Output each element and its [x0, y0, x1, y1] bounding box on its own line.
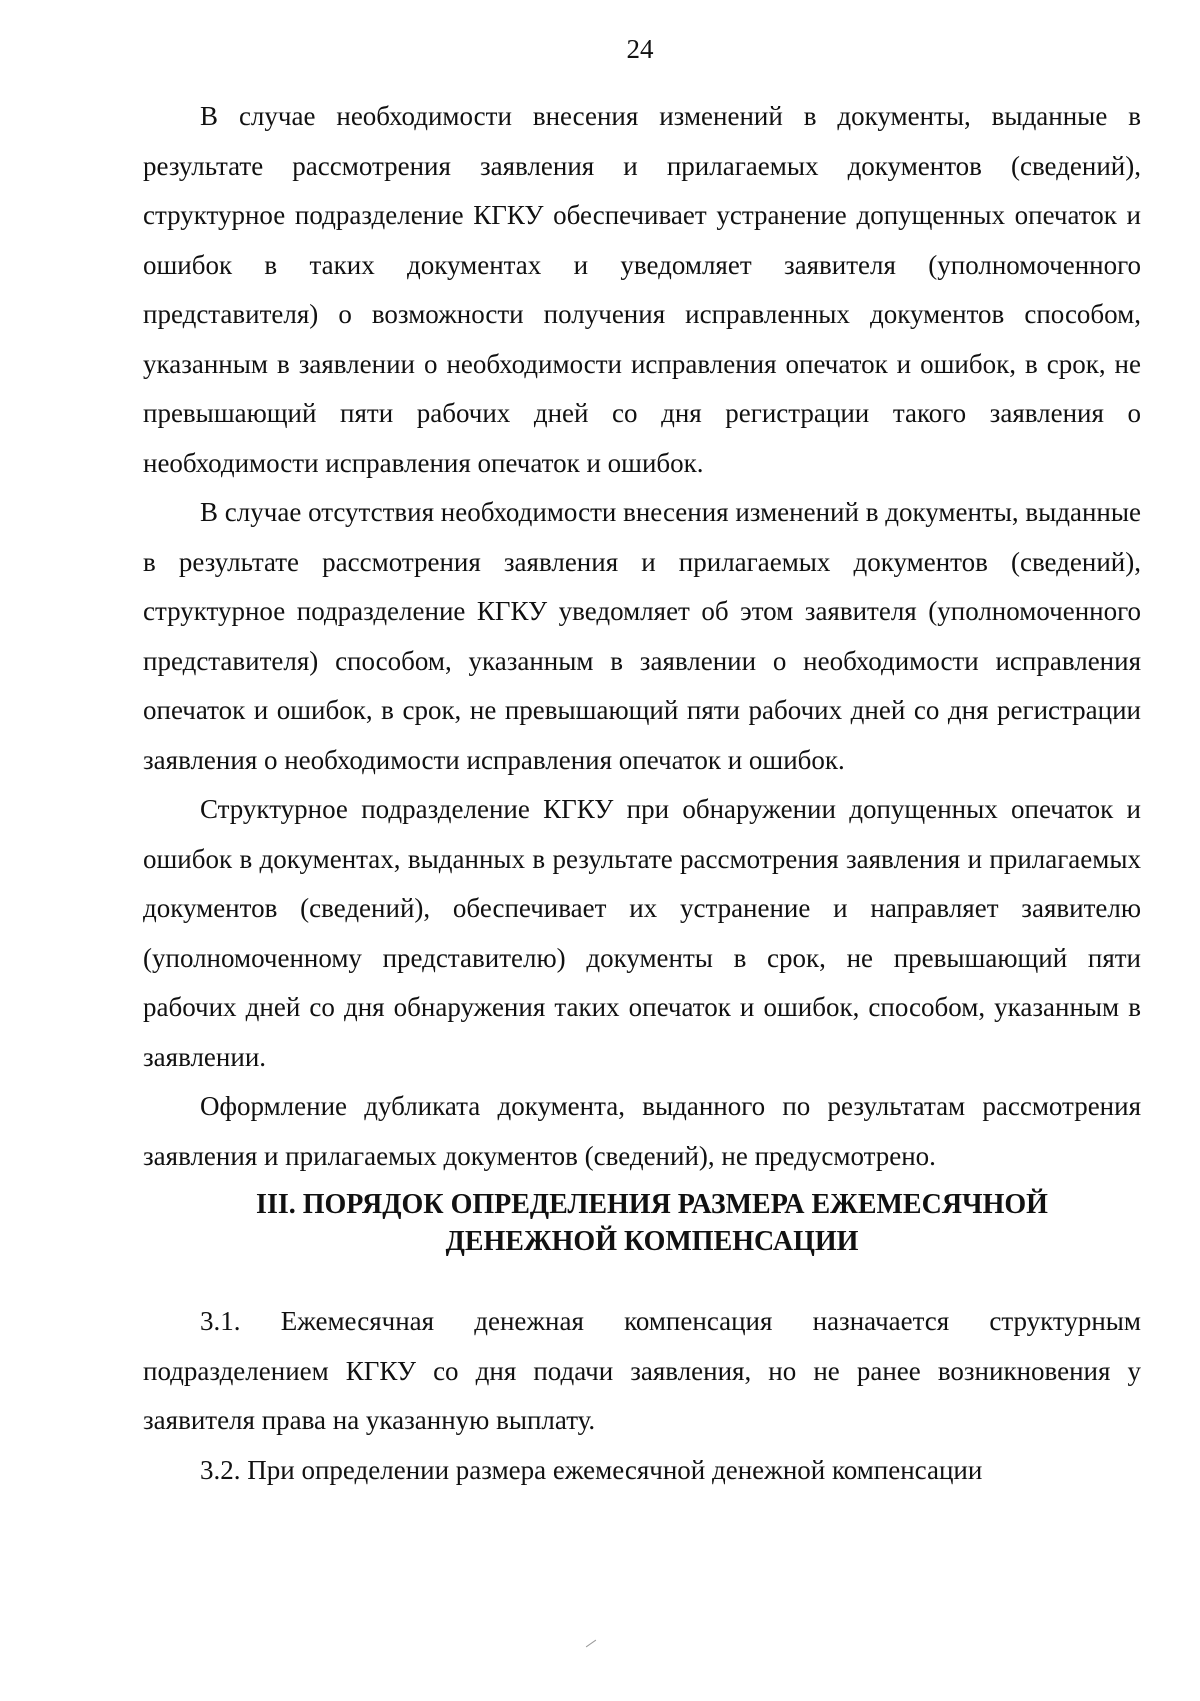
scan-mark — [586, 1640, 596, 1648]
paragraph-errors-detected: Структурное подразделение КГКУ при обнаружении допущенных опечаток и ошибок в документах, выданных в результате рассмотрения заявления и прилагаемых документов (сведений), обеспечивает их устранение и направляет заявителю (уполномоченному представителю) документы в срок, не превышающий пяти рабочих дней со дня обнаружения таких опечаток и ошибок, способом, указанным в заявлении. — [143, 794, 1141, 1072]
section-heading-line-1: III. ПОРЯДОК ОПРЕДЕЛЕНИЯ РАЗМЕРА ЕЖЕМЕСЯЧНОЙ — [256, 1189, 1048, 1220]
section-heading-line-2: ДЕНЕЖНОЙ КОМПЕНСАЦИИ — [445, 1226, 859, 1257]
paragraph-no-corrections-needed: В случае отсутствия необходимости внесения изменений в документы, выданные в результате рассмотрения заявления и прилагаемых документов (сведений), структурное подразделение КГКУ уведомляет об этом заявителя (уполномоченного представителя) способом, указанным в заявлении о необходимости исправления опечаток и ошибок, в срок, не превышающий пяти рабочих дней со дня регистрации заявления о необходимости исправления опечаток и ошибок. — [143, 497, 1141, 775]
page-number: 24 — [626, 34, 654, 64]
paragraph-duplicate-not-provided: Оформление дубликата документа, выданного по результатам рассмотрения заявления и прилагаемых документов (сведений), не предусмотрено. — [143, 1091, 1141, 1171]
paragraph-3-2: 3.2. При определении размера ежемесячной денежной компенсации — [200, 1454, 983, 1485]
document-body — [143, 92, 1141, 1495]
section-heading — [143, 1186, 1141, 1260]
paragraph-3-1: 3.1. Ежемесячная денежная компенсация назначается структурным подразделением КГКУ со дня подачи заявления, но не ранее возникновения у заявителя права на указанную выплату. — [143, 1306, 1141, 1435]
paragraph-corrections-needed: В случае необходимости внесения изменений в документы, выданные в результате рассмотрения заявления и прилагаемых документов (сведений), структурное подразделение КГКУ обеспечивает устранение допущенных опечаток и ошибок в таких документах и уведомляет заявителя (уполномоченного представителя) о возможности получения исправленных документов способом, указанным в заявлении о необходимости исправления опечаток и ошибок, в срок, не превышающий пяти рабочих дней со дня регистрации такого заявления о необходимости исправления опечаток и ошибок. — [143, 101, 1141, 478]
